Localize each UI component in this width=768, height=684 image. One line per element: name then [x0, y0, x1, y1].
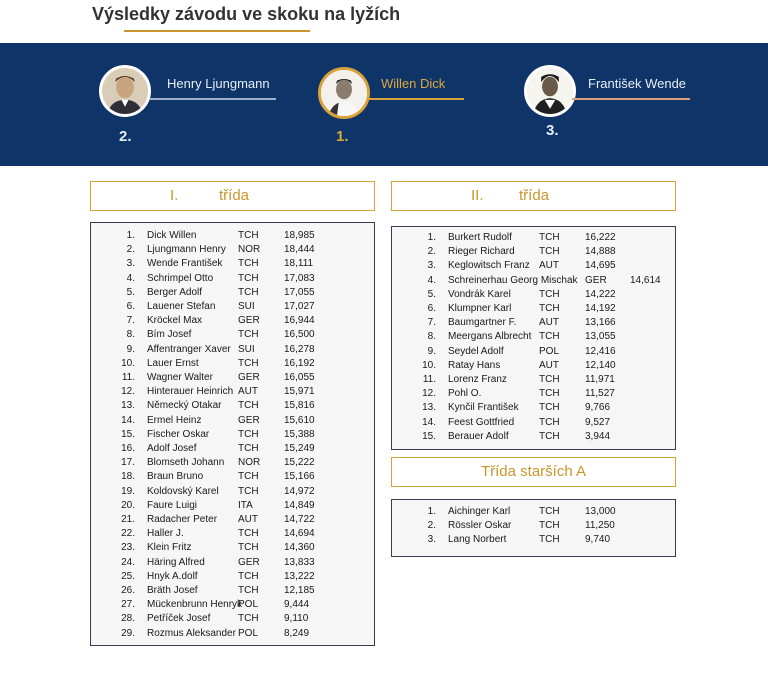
result-rank: 24. — [121, 556, 135, 568]
result-rank: 2. — [427, 520, 436, 532]
result-country: TCH — [539, 506, 560, 517]
result-score: 14,722 — [284, 514, 315, 525]
result-country: POL — [238, 599, 259, 611]
podium-name: Willen Dick — [381, 76, 446, 91]
table-row — [392, 430, 675, 444]
result-country: TCH — [238, 471, 259, 483]
table-row — [91, 286, 374, 300]
result-country: TCH — [238, 613, 259, 625]
podium-rank: 1. — [336, 128, 349, 145]
result-rank: 4. — [126, 272, 135, 284]
result-name: Hinterauer Heinrich — [147, 386, 234, 398]
table-row — [91, 513, 374, 527]
result-name: Feest Gottfried — [448, 416, 515, 428]
result-country: TCH — [539, 246, 560, 258]
result-score: 13,055 — [585, 331, 616, 343]
table-row — [91, 541, 374, 555]
result-country: TCH — [539, 520, 560, 532]
result-rank: 8. — [126, 329, 135, 341]
result-country: TCH — [539, 430, 560, 442]
result-name: Pohl O. — [448, 388, 482, 400]
result-name: Lang Norbert — [448, 534, 507, 546]
result-country: TCH — [539, 416, 560, 428]
result-rank: 9. — [427, 345, 436, 357]
result-country: AUT — [539, 317, 559, 329]
result-country: AUT — [539, 359, 559, 371]
result-name: Dick Willen — [147, 230, 197, 241]
result-score: 15,249 — [284, 443, 315, 454]
table-row — [91, 357, 374, 371]
class1-results — [90, 222, 375, 646]
result-score: 12,140 — [585, 359, 616, 371]
result-country: TCH — [539, 388, 560, 400]
result-score: 15,610 — [284, 414, 315, 426]
result-name: Adolf Josef — [147, 443, 197, 454]
table-row — [392, 245, 675, 259]
result-rank: 22. — [121, 528, 135, 540]
table-row — [392, 330, 675, 344]
table-row — [392, 373, 675, 387]
podium-divider — [572, 98, 690, 100]
result-name: Ermel Heinz — [147, 414, 202, 426]
result-country: TCH — [238, 357, 259, 369]
result-country: TCH — [539, 288, 560, 300]
result-name: Bräth Josef — [147, 585, 198, 596]
result-name: Haller J. — [147, 528, 184, 540]
portrait-icon — [99, 65, 151, 117]
result-rank: 11. — [121, 372, 135, 383]
result-score: 14,972 — [284, 485, 315, 497]
result-score: 16,222 — [585, 232, 616, 243]
result-rank: 2. — [427, 246, 436, 258]
result-score: 11,250 — [585, 520, 615, 532]
result-score: 9,740 — [585, 534, 611, 546]
table-row — [392, 274, 675, 288]
result-country: GER — [238, 556, 260, 568]
result-score: 16,278 — [284, 343, 315, 355]
result-country: AUT — [539, 260, 559, 272]
result-country: TCH — [238, 570, 259, 582]
result-name: Radacher Peter — [147, 514, 218, 525]
result-score: 15,166 — [284, 471, 315, 483]
result-name: Berauer Adolf — [448, 430, 509, 442]
result-country: POL — [539, 345, 560, 357]
result-country: TCH — [238, 329, 259, 341]
result-rank: 28. — [121, 613, 135, 625]
table-row — [91, 627, 374, 641]
result-country: AUT — [238, 514, 258, 525]
table-row — [392, 387, 675, 401]
result-score: 14,614 — [630, 274, 661, 286]
table-row — [91, 598, 374, 612]
result-name: Lauener Stefan — [147, 301, 216, 312]
result-rank: 20. — [121, 499, 135, 511]
result-name: Berger Adolf — [147, 286, 203, 298]
result-rank: 18. — [121, 471, 135, 483]
result-country: TCH — [238, 286, 259, 298]
result-name: Klumpner Karl — [448, 303, 512, 314]
result-name: Meergans Albrecht — [448, 331, 532, 343]
result-rank: 21. — [121, 514, 135, 525]
table-row — [392, 288, 675, 302]
result-name: Ratay Hans — [448, 359, 501, 371]
table-row — [91, 527, 374, 541]
result-name: Koldovský Karel — [147, 485, 219, 497]
result-country: TCH — [238, 528, 259, 540]
table-row — [91, 371, 374, 385]
result-score: 12,185 — [284, 585, 315, 596]
class1-word: třída — [219, 187, 250, 204]
table-row — [91, 442, 374, 456]
result-rank: 12. — [121, 386, 135, 398]
result-name: Wende František — [147, 258, 223, 270]
table-row — [91, 243, 374, 257]
classA-title: Třída starších A — [480, 463, 587, 480]
table-row — [91, 499, 374, 513]
result-name: Wagner Walter — [147, 372, 213, 383]
result-country: TCH — [238, 272, 259, 284]
table-row — [392, 359, 675, 373]
result-score: 18,111 — [284, 258, 314, 270]
result-name: Kynčil František — [448, 402, 519, 414]
result-rank: 7. — [126, 315, 135, 327]
result-score: 11,527 — [585, 388, 615, 400]
result-score: 14,192 — [585, 303, 616, 314]
result-rank: 19. — [121, 485, 135, 497]
result-name: Německý Otakar — [147, 400, 222, 412]
result-name: Lauer Ernst — [147, 357, 199, 369]
result-name: Klein Fritz — [147, 542, 192, 554]
class2-header — [391, 181, 676, 211]
class1-header — [90, 181, 375, 211]
result-score: 18,444 — [284, 244, 315, 256]
table-row — [392, 302, 675, 316]
table-row — [91, 328, 374, 342]
result-score: 9,766 — [585, 402, 611, 414]
result-rank: 5. — [427, 288, 436, 300]
result-score: 15,222 — [284, 457, 315, 469]
table-row — [392, 231, 675, 245]
table-row — [91, 456, 374, 470]
result-score: 17,083 — [284, 272, 315, 284]
result-name: Lorenz Franz — [448, 374, 507, 385]
result-rank: 10. — [121, 357, 135, 369]
table-row — [392, 259, 675, 273]
result-country: ITA — [238, 499, 253, 511]
result-country: TCH — [539, 331, 560, 343]
result-country: TCH — [238, 400, 259, 412]
result-name: Häring Alfred — [147, 556, 205, 568]
result-rank: 11. — [422, 374, 436, 385]
result-rank: 1. — [427, 506, 436, 517]
result-score: 18,985 — [284, 230, 315, 241]
result-rank: 12. — [422, 388, 436, 400]
table-row — [392, 519, 675, 533]
result-country: TCH — [238, 485, 259, 497]
result-rank: 10. — [422, 359, 436, 371]
table-row — [91, 343, 374, 357]
result-score: 13,833 — [284, 556, 315, 568]
podium-divider — [150, 98, 276, 100]
table-row — [91, 428, 374, 442]
result-score: 14,888 — [585, 246, 616, 258]
result-score: 16,192 — [284, 357, 315, 369]
podium-rank: 2. — [119, 128, 132, 145]
result-country: TCH — [238, 230, 259, 241]
result-name: Blomseth Johann — [147, 457, 225, 469]
result-name: Braun Bruno — [147, 471, 204, 483]
result-rank: 27. — [121, 599, 135, 611]
result-name: Rössler Oskar — [448, 520, 512, 532]
result-score: 16,500 — [284, 329, 315, 341]
podium-banner — [0, 43, 768, 166]
result-country: TCH — [238, 428, 259, 440]
classA-header — [391, 457, 676, 487]
table-row — [392, 345, 675, 359]
result-name: Faure Luigi — [147, 499, 198, 511]
result-name: Vondrák Karel — [448, 288, 511, 300]
result-score: 14,849 — [284, 499, 315, 511]
portrait-icon — [318, 67, 370, 119]
result-rank: 26. — [121, 585, 135, 596]
result-rank: 16. — [121, 443, 135, 454]
result-country: POL — [238, 627, 259, 639]
result-country: NOR — [238, 457, 261, 469]
result-rank: 6. — [126, 301, 135, 312]
table-row — [91, 229, 374, 243]
table-row — [91, 399, 374, 413]
result-rank: 29. — [121, 627, 135, 639]
podium-divider — [368, 98, 464, 100]
result-score: 9,110 — [284, 613, 309, 625]
result-rank: 15. — [121, 428, 135, 440]
result-country: GER — [585, 274, 607, 286]
result-score: 9,444 — [284, 599, 310, 611]
result-country: TCH — [539, 534, 560, 546]
result-score: 14,694 — [284, 528, 315, 540]
result-rank: 25. — [121, 570, 135, 582]
result-rank: 3. — [427, 534, 436, 546]
result-country: GER — [238, 315, 260, 327]
result-name: Kröckel Max — [147, 315, 203, 327]
result-name: Petříček Josef — [147, 613, 211, 625]
result-country: NOR — [238, 244, 261, 256]
podium-name: František Wende — [588, 76, 687, 91]
result-name: Rozmus Aleksander — [147, 627, 236, 639]
result-score: 17,027 — [284, 301, 315, 312]
result-score: 9,527 — [585, 416, 611, 428]
table-row — [91, 414, 374, 428]
result-rank: 9. — [126, 343, 135, 355]
result-rank: 7. — [427, 317, 436, 329]
result-rank: 14. — [121, 414, 135, 426]
table-row — [91, 300, 374, 314]
result-rank: 1. — [427, 232, 436, 243]
result-rank: 17. — [121, 457, 135, 469]
result-name: Fischer Oskar — [147, 428, 210, 440]
result-rank: 3. — [126, 258, 135, 270]
result-rank: 14. — [422, 416, 436, 428]
result-rank: 6. — [427, 303, 436, 314]
result-name: Seydel Adolf — [448, 345, 504, 357]
result-country: SUI — [238, 301, 255, 312]
result-score: 15,971 — [284, 386, 315, 398]
result-name: Aichinger Karl — [448, 506, 511, 517]
result-country: SUI — [238, 343, 255, 355]
table-row — [91, 272, 374, 286]
result-name: Keglowitsch Franz — [448, 260, 530, 272]
result-country: TCH — [238, 443, 259, 454]
result-rank: 23. — [121, 542, 135, 554]
table-row — [91, 470, 374, 484]
table-row — [91, 556, 374, 570]
result-country: TCH — [238, 585, 259, 596]
result-name: Hnyk A.dolf — [147, 570, 198, 582]
result-name: Ljungmann Henry — [147, 244, 226, 256]
result-country: GER — [238, 372, 260, 383]
result-country: TCH — [539, 232, 560, 243]
result-country: TCH — [539, 303, 560, 314]
result-country: TCH — [539, 402, 560, 414]
table-row — [392, 533, 675, 547]
result-rank: 13. — [422, 402, 436, 414]
result-rank: 1. — [126, 230, 135, 241]
result-score: 8,249 — [284, 627, 310, 639]
result-score: 3,944 — [585, 430, 611, 442]
result-score: 12,416 — [585, 345, 616, 357]
table-row — [91, 314, 374, 328]
result-country: TCH — [238, 542, 259, 554]
result-score: 16,055 — [284, 372, 315, 383]
result-score: 15,388 — [284, 428, 315, 440]
table-row — [91, 485, 374, 499]
class1-roman: I. — [170, 187, 179, 204]
result-score: 11,971 — [585, 374, 615, 385]
result-rank: 3. — [427, 260, 436, 272]
result-score: 14,222 — [585, 288, 616, 300]
result-country: GER — [238, 414, 260, 426]
table-row — [91, 385, 374, 399]
result-name: Rieger Richard — [448, 246, 515, 258]
result-rank: 5. — [126, 286, 135, 298]
table-row — [91, 584, 374, 598]
result-name: Burkert Rudolf — [448, 232, 512, 243]
page-title: Výsledky závodu ve skoku na lyžích — [92, 4, 401, 24]
result-score: 13,000 — [585, 506, 616, 517]
table-row — [91, 257, 374, 271]
result-score: 13,222 — [284, 570, 315, 582]
result-score: 13,166 — [585, 317, 616, 329]
class2-roman: II. — [471, 187, 484, 204]
result-score: 14,695 — [585, 260, 616, 272]
classA-results — [391, 499, 676, 557]
result-score: 15,816 — [284, 400, 315, 412]
result-score: 16,944 — [284, 315, 315, 327]
result-name: Affentranger Xaver — [147, 343, 231, 355]
podium-rank: 3. — [546, 122, 559, 139]
result-name: Schrimpel Otto — [147, 272, 214, 284]
result-name: Bím Josef — [147, 329, 192, 341]
result-rank: 13. — [121, 400, 135, 412]
table-row — [392, 316, 675, 330]
table-row — [392, 505, 675, 519]
portrait-icon — [524, 65, 576, 117]
table-row — [91, 570, 374, 584]
result-score: 17,055 — [284, 286, 315, 298]
result-rank: 2. — [126, 244, 135, 256]
result-name: Baumgartner F. — [448, 317, 517, 329]
result-name: Mückenbrunn Henryk — [147, 599, 243, 611]
result-name: Schreinerhau Georg Mischak — [448, 274, 578, 286]
title-underline — [124, 30, 310, 32]
class2-word: třída — [519, 187, 550, 204]
table-row — [392, 401, 675, 415]
result-rank: 15. — [422, 430, 436, 442]
table-row — [91, 612, 374, 626]
result-country: TCH — [539, 374, 560, 385]
table-row — [392, 416, 675, 430]
podium-name: Henry Ljungmann — [167, 76, 270, 91]
result-score: 14,360 — [284, 542, 315, 554]
result-country: AUT — [238, 386, 258, 398]
class2-results — [391, 226, 676, 450]
result-rank: 4. — [427, 274, 436, 286]
result-country: TCH — [238, 258, 259, 270]
result-rank: 8. — [427, 331, 436, 343]
